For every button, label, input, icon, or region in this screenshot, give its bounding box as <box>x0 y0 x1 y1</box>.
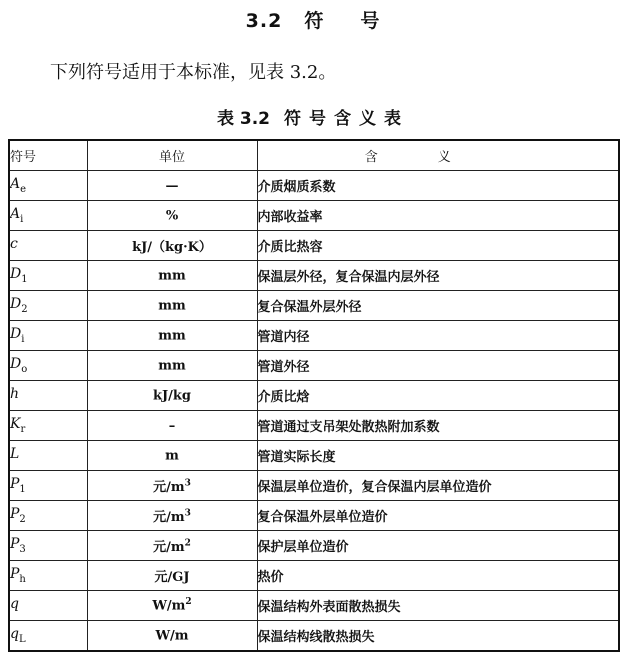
row-meaning: 管道通过支吊架处散热附加系数 <box>257 411 619 441</box>
row-meaning: 管道实际长度 <box>257 441 619 471</box>
table-row <box>9 441 619 471</box>
unit-text: W/m <box>152 598 186 614</box>
row-meaning: 热价 <box>257 561 619 591</box>
symbol-subscript: r <box>20 423 26 435</box>
table-row <box>9 561 619 591</box>
row-unit <box>87 171 257 201</box>
row-unit <box>87 291 257 321</box>
unit-text: kJ/（kg·K） <box>132 240 212 255</box>
table-header-row <box>9 140 619 171</box>
section-title-char-1: 符 <box>304 10 325 32</box>
row-meaning: 复合保温外层外径 <box>257 291 619 321</box>
row-unit <box>87 201 257 231</box>
row-symbol <box>9 351 87 381</box>
row-symbol <box>9 291 87 321</box>
symbol-letter: q <box>10 596 19 613</box>
row-meaning: 内部收益率 <box>257 201 619 231</box>
row-meaning: 保温层外径，复合保温内层外径 <box>257 261 619 291</box>
symbol-subscript: i <box>20 213 24 225</box>
row-symbol <box>9 591 87 621</box>
unit-text: mm <box>158 358 186 374</box>
symbol-subscript: o <box>21 363 28 375</box>
symbol-letter: q <box>10 626 19 643</box>
unit-text: m <box>165 448 179 464</box>
row-symbol <box>9 171 87 201</box>
table-row <box>9 261 619 291</box>
row-symbol <box>9 231 87 261</box>
symbol-letter: K <box>10 416 21 433</box>
row-meaning: 保温结构外表面散热损失 <box>257 591 619 621</box>
row-symbol <box>9 501 87 531</box>
symbol-letter: D <box>10 326 22 343</box>
unit-text: W/m <box>155 628 189 644</box>
symbol-subscript: 2 <box>19 513 26 525</box>
table-row <box>9 411 619 441</box>
row-unit <box>87 441 257 471</box>
row-meaning: 介质比热容 <box>257 231 619 261</box>
symbol-letter: P <box>10 506 20 523</box>
unit-text: 元/m <box>153 540 185 555</box>
row-unit <box>87 321 257 351</box>
unit-superscript: 2 <box>185 597 192 608</box>
table-number: 表 3.2 <box>216 109 271 129</box>
row-symbol <box>9 531 87 561</box>
intro-text: 下列符号适用于本标准，见表 3.2。 <box>50 62 337 83</box>
symbol-letter: P <box>10 566 20 583</box>
row-meaning: 保温层单位造价，复合保温内层单位造价 <box>257 471 619 501</box>
table-row <box>9 591 619 621</box>
symbol-letter: D <box>10 356 22 373</box>
table-row <box>9 351 619 381</box>
row-symbol <box>9 321 87 351</box>
table-name: 符号含义表 <box>284 109 410 129</box>
table-row <box>9 471 619 501</box>
unit-text: 元/m <box>153 480 185 495</box>
symbol-letter: D <box>10 296 22 313</box>
row-unit <box>87 531 257 561</box>
table-row <box>9 231 619 261</box>
symbol-subscript: 3 <box>19 543 26 555</box>
row-unit <box>87 501 257 531</box>
row-symbol <box>9 621 87 652</box>
symbol-letter: c <box>10 236 18 253</box>
row-unit <box>87 621 257 652</box>
table-body <box>9 171 619 652</box>
header-meaning: 含义 <box>257 140 619 171</box>
unit-superscript: 3 <box>184 478 191 489</box>
unit-text: mm <box>158 268 186 284</box>
symbol-subscript: h <box>19 573 26 585</box>
row-unit <box>87 351 257 381</box>
table-row <box>9 501 619 531</box>
row-unit <box>87 381 257 411</box>
table-row <box>9 291 619 321</box>
unit-text: – <box>168 418 176 434</box>
unit-text: mm <box>158 328 186 344</box>
table-row <box>9 321 619 351</box>
symbol-letter: D <box>10 266 22 283</box>
symbol-letter: A <box>10 206 21 223</box>
row-symbol <box>9 471 87 501</box>
row-unit <box>87 411 257 441</box>
symbol-subscript: 2 <box>21 303 28 315</box>
row-unit <box>87 231 257 261</box>
header-symbol: 符号 <box>9 140 87 171</box>
unit-text: — <box>165 178 179 194</box>
row-meaning: 管道外径 <box>257 351 619 381</box>
symbol-letter: h <box>10 386 20 403</box>
header-unit: 单位 <box>87 140 257 171</box>
row-symbol <box>9 201 87 231</box>
symbol-letter: L <box>10 446 20 463</box>
symbol-table <box>8 139 620 652</box>
unit-text: 元/m <box>153 510 185 525</box>
row-unit <box>87 561 257 591</box>
symbol-subscript: i <box>21 333 25 345</box>
table-caption <box>0 104 626 129</box>
symbol-subscript: 1 <box>21 273 28 285</box>
table-row <box>9 171 619 201</box>
row-unit <box>87 591 257 621</box>
row-symbol <box>9 441 87 471</box>
table-row <box>9 531 619 561</box>
section-number: 3.2 <box>245 10 283 32</box>
unit-superscript: 2 <box>184 538 191 549</box>
row-symbol <box>9 411 87 441</box>
row-symbol <box>9 261 87 291</box>
symbol-letter: P <box>10 536 20 553</box>
row-meaning: 介质比焓 <box>257 381 619 411</box>
unit-text: 元/GJ <box>154 570 190 585</box>
unit-text: mm <box>158 298 186 314</box>
row-meaning: 复合保温外层单位造价 <box>257 501 619 531</box>
table-row <box>9 201 619 231</box>
row-unit <box>87 471 257 501</box>
symbol-letter: P <box>10 476 20 493</box>
unit-superscript: 3 <box>184 508 191 519</box>
symbol-subscript: 1 <box>19 483 26 495</box>
row-meaning: 保护层单位造价 <box>257 531 619 561</box>
unit-text: % <box>165 208 179 224</box>
symbol-subscript: L <box>18 633 26 645</box>
section-title-char-2: 号 <box>360 10 381 32</box>
row-symbol <box>9 561 87 591</box>
table-row <box>9 381 619 411</box>
row-meaning: 保温结构线散热损失 <box>257 621 619 652</box>
row-meaning: 管道内径 <box>257 321 619 351</box>
row-unit <box>87 261 257 291</box>
unit-text: kJ/kg <box>152 388 191 404</box>
symbol-subscript: e <box>20 183 27 195</box>
table-row <box>9 621 619 652</box>
section-title <box>0 6 626 33</box>
row-meaning: 介质烟质系数 <box>257 171 619 201</box>
symbol-letter: A <box>10 176 21 193</box>
row-symbol <box>9 381 87 411</box>
